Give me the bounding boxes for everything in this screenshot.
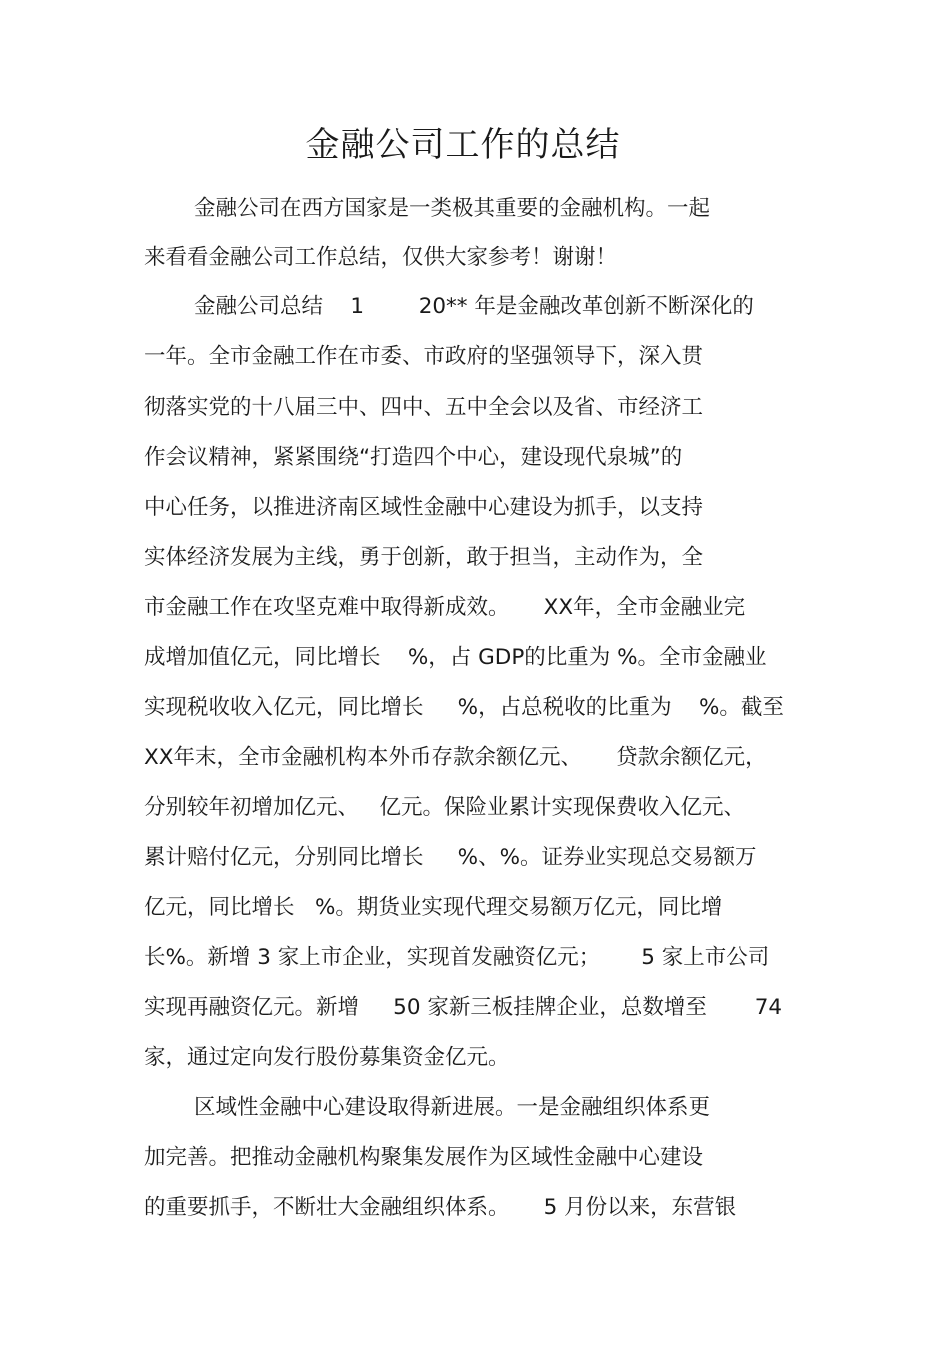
paragraph-line: 一年。全市金融工作在市委、市政府的坚强领导下，深入贯 [144, 344, 704, 369]
paragraph-line: 市金融工作在攻坚克难中取得新成效。 XX年，全市金融业完 [144, 595, 746, 620]
paragraph-line: 分别较年初增加亿元、 亿元。保险业累计实现保费收入亿元、 [144, 795, 746, 820]
paragraph-line: 区域性金融中心建设取得新进展。一是金融组织体系更 [194, 1095, 711, 1120]
paragraph-line: 累计赔付亿元，分别同比增长 %、%。证券业实现总交易额万 [144, 845, 757, 870]
paragraph-line: 的重要抓手，不断壮大金融组织体系。 5 月份以来，东营银 [144, 1195, 737, 1220]
paragraph-line: 实现税收收入亿元，同比增长 %，占总税收的比重为 %。截至 [144, 695, 784, 720]
paragraph-line: 金融公司在西方国家是一类极其重要的金融机构。一起 [194, 196, 711, 221]
paragraph-line: 实体经济发展为主线，勇于创新，敢于担当，主动作为，全 [144, 545, 704, 570]
paragraph-line: XX年末，全市金融机构本外币存款余额亿元、 贷款余额亿元， [144, 745, 767, 770]
paragraph-line: 实现再融资亿元。新增 50 家新三板挂牌企业，总数增至 74 [144, 995, 783, 1020]
document-title: 金融公司工作的总结 [305, 125, 621, 165]
paragraph-line: 金融公司总结 1 20** 年是金融改革创新不断深化的 [194, 294, 754, 319]
paragraph-line: 长%。新增 3 家上市企业，实现首发融资亿元； 5 家上市公司 [144, 945, 770, 970]
paragraph-line: 彻落实党的十八届三中、四中、五中全会以及省、市经济工 [144, 395, 704, 420]
paragraph-line: 来看看金融公司工作总结，仅供大家参考！谢谢！ [144, 245, 618, 270]
paragraph-line: 中心任务，以推进济南区域性金融中心建设为抓手，以支持 [144, 495, 704, 520]
paragraph-line: 作会议精神，紧紧围绕“打造四个中心，建设现代泉城”的 [144, 445, 683, 470]
paragraph-line: 成增加值亿元，同比增长 %，占 GDP的比重为 %。全市金融业 [144, 645, 767, 670]
paragraph-line: 加完善。把推动金融机构聚集发展作为区域性金融中心建设 [144, 1145, 704, 1170]
paragraph-line: 亿元，同比增长 %。期货业实现代理交易额万亿元，同比增 [144, 895, 723, 920]
paragraph-line: 家，通过定向发行股份募集资金亿元。 [144, 1045, 510, 1070]
